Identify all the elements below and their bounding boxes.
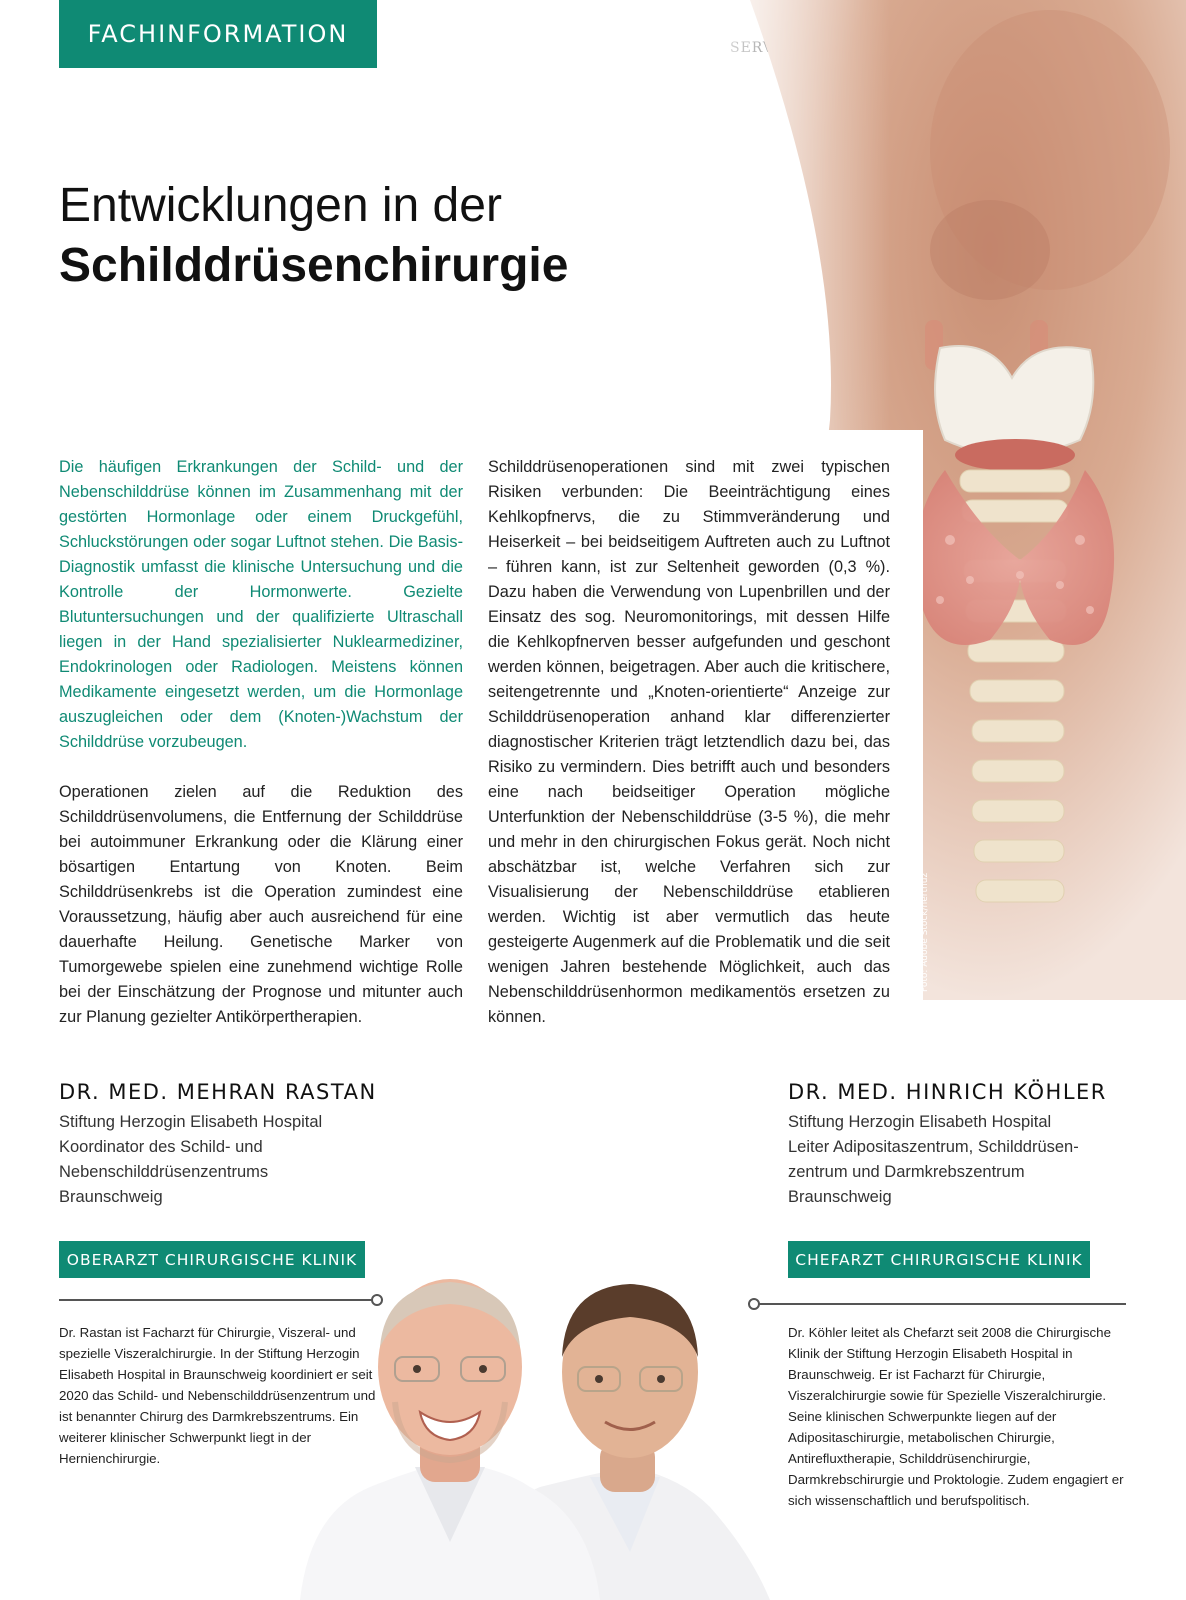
article-title bbox=[59, 176, 568, 296]
article-title-line1: Entwicklungen in der bbox=[59, 179, 502, 232]
bio-rastan: Dr. Rastan ist Facharzt für Chirurgie, Viszeral- und spezielle Viszeralchirurgie. In der Stiftung Herzogin Elisabeth Hospital in Braunschweig koordiniert er seit 2020 das Schild- und Nebenschilddrüsenzentrum und ist benannter Chirurg des Darmkrebszentrums. Ein weiterer klinischer Schwerpunkt liegt in der Hernienchirurgie. bbox=[59, 1325, 376, 1466]
author-line: Leiter Adipositaszentrum, Schilddrüsen- bbox=[788, 1138, 1079, 1156]
divider-koehler bbox=[758, 1303, 1126, 1305]
author-line: zentrum und Darmkrebszentrum bbox=[788, 1163, 1025, 1181]
author-line: Koordinator des Schild- und bbox=[59, 1138, 263, 1156]
author-name-koehler: DR. MED. HINRICH KÖHLER bbox=[788, 1080, 1107, 1104]
author-line: Stiftung Herzogin Elisabeth Hospital bbox=[788, 1113, 1052, 1131]
author-name-rastan: DR. MED. MEHRAN RASTAN bbox=[59, 1080, 377, 1104]
author-line: Nebenschilddrüsenzentrums bbox=[59, 1163, 269, 1181]
lead-paragraph: Die häufigen Erkrankungen der Schild- und der Nebenschilddrüse können im Zusammenhang mit der gestörten Hormonlage oder einem Druckgefühl, Schluckstörungen oder sogar Luftnot stehen. Die Basis-Diagnostik umfasst die klinische Untersuchung und die Kontrolle der Hormonwerte. Gezielte Blutuntersuchungen und der qualifizierte Ultraschall liegen in der Hand spezialisierter Nuklearmediziner, Endokrinologen oder Radiologen. Meistens können Medikamente eingesetzt werden, um die Hormonlage auszugleichen oder dem (Knoten-)Wachstum der Schilddrüse vorzubeugen. bbox=[59, 458, 463, 751]
body-paragraph-middle: Schilddrüsenoperationen sind mit zwei typischen Risiken verbunden: Die Beeinträchtigung eines Kehlkopfnervs, die zu Stimmveränderung und Heiserkeit – bei beidseitigem Auftreten auch zu Luftnot – führen kann, ist zur Seltenheit geworden (0,3 %). Dazu haben die Verwendung von Lupenbrillen und der Einsatz des sog. Neuromonitorings, mit dessen Hilfe die Kehlkopfnerven besser aufgefunden und geschont werden können, beigetragen. Aber auch die kritischere, seitengetrennte und „Knoten-orientierte“ Anzeige zur Schilddrüsenoperation anhand klar differenzierter diagnostischer Kriterien trägt letztendlich dazu bei, das Risiko zu vermindern. Dies betrifft auch und besonders eine nach beidseitiger Operation mögliche Unterfunktion der Nebenschilddrüse (3-5 %), die mehr und mehr in den chirurgischen Fokus gerät. Noch nicht abschätzbar ist, welche Verfahren sich zur Visualisierung der Nebenschilddrüse etablieren werden. Wichtig ist aber vermutlich das heute gesteigerte Augenmerk auf die Problematik und die seit wenigen Jahren bestehende Möglichkeit, auch das Nebenschilddrüsenhormon medikamentös ersetzen zu können. bbox=[488, 458, 890, 1026]
photo-credit: Foto: Adobe Stock/nerthuz bbox=[920, 872, 930, 992]
author-affiliation-koehler bbox=[788, 1110, 1079, 1210]
role-badge-rastan: OBERARZT CHIRURGISCHE KLINIK bbox=[59, 1241, 365, 1278]
section-label: FACHINFORMATION bbox=[59, 0, 377, 68]
author-line: Braunschweig bbox=[788, 1188, 892, 1206]
author-affiliation-rastan bbox=[59, 1110, 322, 1210]
bio-koehler: Dr. Köhler leitet als Chefarzt seit 2008 die Chirurgische Klinik der Stiftung Herzogin Elisabeth Hospital in Braunschweig. Er ist Facharzt für Chirurgie, Viszeralchirurgie sowie für Spezielle Viszeralchirurgie. Seine klinischen Schwerpunkte liegen auf der Adipositaschirurgie, metabolischen Chirurgie, Antirefluxtherapie, Schilddrüsenchirurgie, Darmkrebschirurgie und Proktologie. Zudem engagiert er sich wissenschaftlich und berufspolitisch. bbox=[788, 1325, 1124, 1508]
author-portraits bbox=[300, 1262, 800, 1600]
body-paragraph-left: Operationen zielen auf die Reduktion des Schilddrüsenvolumens, die Entfernung der Schilddrüse bei autoimmuner Erkrankung oder die Klärung einer bösartigen Entartung von Knoten. Beim Schilddrüsenkrebs ist die Operation zumindest eine Voraussetzung, häufig aber auch ausreichend für eine dauerhafte Heilung. Genetische Marker von Tumorgewebe spielen eine zunehmend wichtige Rolle bei der Einschätzung der Prognose und mitunter auch zur Planung gezielter Antikörpertherapien. bbox=[59, 783, 463, 1026]
portrait-rastan bbox=[300, 1279, 600, 1600]
author-line: Braunschweig bbox=[59, 1188, 163, 1206]
author-line: Stiftung Herzogin Elisabeth Hospital bbox=[59, 1113, 323, 1131]
role-badge-koehler: CHEFARZT CHIRURGISCHE KLINIK bbox=[788, 1241, 1090, 1278]
article-title-line2: Schilddrüsenchirurgie bbox=[59, 239, 569, 292]
